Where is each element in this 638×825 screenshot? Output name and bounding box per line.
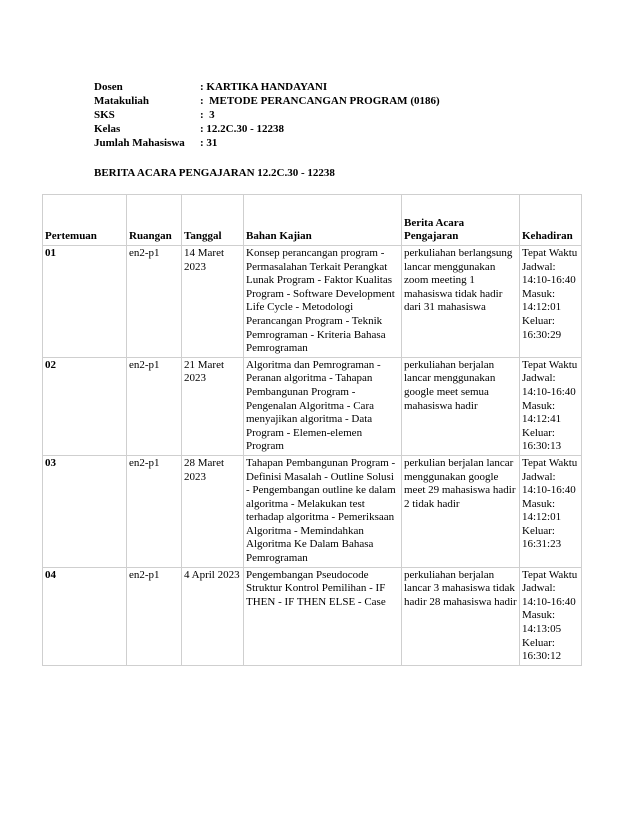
sks-value: : 3 [200,109,215,121]
table-row [43,246,582,358]
header-tanggal: Tanggal [182,195,244,246]
cell-tanggal: 28 Maret 2023 [182,455,244,567]
info-row-sks [94,108,440,122]
jumlah-label: Jumlah Mahasiswa [94,137,185,149]
cell-bahan-kajian: Konsep perancangan program - Permasalahan Terkait Perangkat Lunak Program - Faktor Kualitas Program - Software Development Life Cycle - Metodologi Perancangan Program - Teknik Pemrograman - Kriteria Bahasa Pemrograman [244,246,402,358]
cell-kehadiran: Tepat Waktu Jadwal: 14:10-16:40 Masuk: 14:12:01 Keluar: 16:31:23 [520,455,582,567]
cell-ruangan: en2-p1 [127,246,182,358]
cell-tanggal: 21 Maret 2023 [182,357,244,455]
cell-ruangan: en2-p1 [127,455,182,567]
header-pertemuan: Pertemuan [43,195,127,246]
cell-bahan-kajian: Pengembangan Pseudocode Struktur Kontrol Pemilihan - IF THEN - IF THEN ELSE - Case [244,567,402,665]
info-row-dosen [94,80,440,94]
cell-berita-acara: perkulian berjalan lancar menggunakan google meet 29 mahasiswa hadir 2 tidak hadir [402,455,520,567]
cell-kehadiran: Tepat Waktu Jadwal: 14:10-16:40 Masuk: 14:13:05 Keluar: 16:30:12 [520,567,582,665]
header-kehadiran: Kehadiran [520,195,582,246]
header-bahan-kajian: Bahan Kajian [244,195,402,246]
kelas-label: Kelas [94,123,121,135]
cell-berita-acara: perkuliahan berlangsung lancar menggunakan zoom meeting 1 mahasiswa tidak hadir dari 31 mahasiswa [402,246,520,358]
dosen-label: Dosen [94,81,123,93]
cell-pertemuan: 03 [43,455,127,567]
cell-kehadiran: Tepat Waktu Jadwal: 14:10-16:40 Masuk: 14:12:01 Keluar: 16:30:29 [520,246,582,358]
table-row [43,357,582,455]
course-info [94,80,440,150]
table-row [43,455,582,567]
teaching-report-table [42,194,582,666]
matakuliah-value: : METODE PERANCANGAN PROGRAM (0186) [200,95,440,107]
sks-label: SKS [94,109,115,121]
info-row-matakuliah [94,94,440,108]
document-title: BERITA ACARA PENGAJARAN 12.2C.30 - 12238 [94,167,335,179]
info-row-kelas [94,122,440,136]
table-row [43,567,582,665]
cell-pertemuan: 02 [43,357,127,455]
info-row-jumlah [94,136,440,150]
cell-bahan-kajian: Algoritma dan Pemrograman - Peranan algoritma - Tahapan Pembangunan Program - Pengenalan Algoritma - Cara menyajikan algoritma - Data Program - Elemen-elemen Program [244,357,402,455]
header-berita-acara: Berita Acara Pengajaran [402,195,520,246]
cell-pertemuan: 01 [43,246,127,358]
dosen-value: : KARTIKA HANDAYANI [200,81,328,93]
cell-tanggal: 14 Maret 2023 [182,246,244,358]
cell-berita-acara: perkuliahan berjalan lancar 3 mahasiswa tidak hadir 28 mahasiswa hadir [402,567,520,665]
cell-berita-acara: perkuliahan berjalan lancar menggunakan google meet semua mahasiswa hadir [402,357,520,455]
kelas-value: : 12.2C.30 - 12238 [200,123,285,135]
table-header-row [43,195,582,246]
cell-tanggal: 4 April 2023 [182,567,244,665]
matakuliah-label: Matakuliah [94,95,150,107]
cell-kehadiran: Tepat Waktu Jadwal: 14:10-16:40 Masuk: 14:12:41 Keluar: 16:30:13 [520,357,582,455]
cell-ruangan: en2-p1 [127,357,182,455]
cell-bahan-kajian: Tahapan Pembangunan Program - Definisi Masalah - Outline Solusi - Pengembangan outline ke dalam algoritma - Melakukan test terhadap algoritma - Pemeriksaan Algoritma - Memindahkan Algoritma Ke Dalam Bahasa Pemrograman [244,455,402,567]
cell-ruangan: en2-p1 [127,567,182,665]
header-ruangan: Ruangan [127,195,182,246]
jumlah-value: : 31 [200,137,218,149]
cell-pertemuan: 04 [43,567,127,665]
